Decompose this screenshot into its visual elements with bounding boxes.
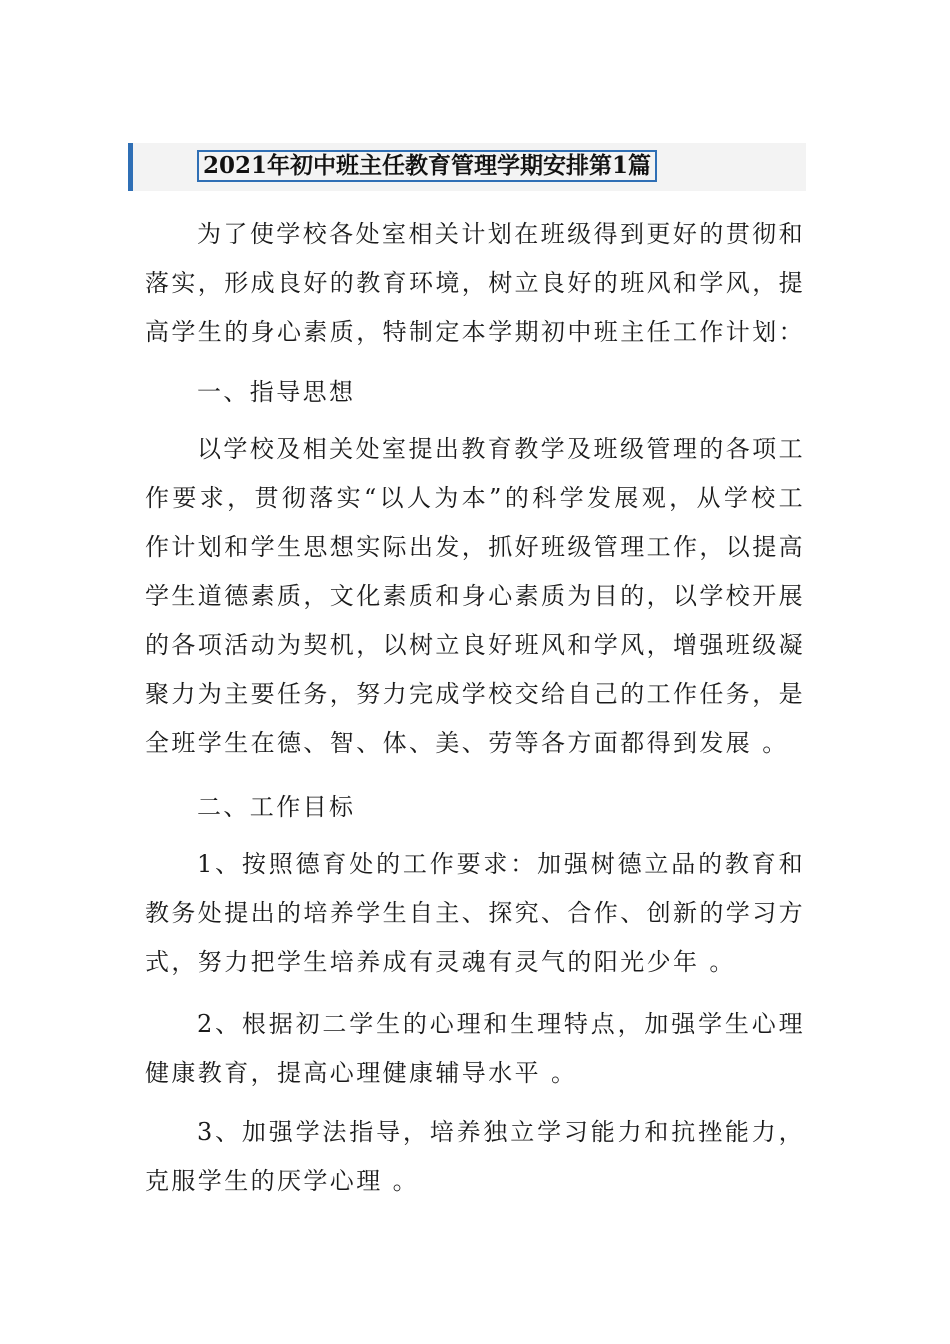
section-heading-guiding-ideology: 一、指导思想 bbox=[197, 378, 356, 406]
goal-item-3: 3、加强学法指导，培养独立学习能力和抗挫能力，克服学生的厌学心理 。 bbox=[145, 1118, 805, 1195]
goal-item-1: 1、按照德育处的工作要求：加强树德立品的教育和教务处提出的培养学生自主、探究、合作、创新的学习方式，努力把学生培养成有灵魂有灵气的阳光少年 。 bbox=[145, 850, 805, 976]
document-title: 2021年初中班主任教育管理学期安排第1篇 bbox=[197, 150, 657, 182]
title-accent-bar bbox=[128, 143, 133, 191]
goal-item-2: 2、根据初二学生的心理和生理特点，加强学生心理健康教育，提高心理健康辅导水平 。 bbox=[145, 1010, 805, 1087]
intro-paragraph: 为了使学校各处室相关计划在班级得到更好的贯彻和落实，形成良好的教育环境，树立良好的班风和学风，提高学生的身心素质，特制定本学期初中班主任工作计划： bbox=[145, 220, 805, 346]
guiding-ideology-paragraph: 以学校及相关处室提出教育教学及班级管理的各项工作要求，贯彻落实“以人为本”的科学发展观，从学校工作计划和学生思想实际出发，抓好班级管理工作，以提高学生道德素质，文化素质和身心素质为目的，以学校开展的各项活动为契机，以树立良好班风和学风，增强班级凝聚力为主要任务，努力完成学校交给自己的工作任务，是全班学生在德、智、体、美、劳等各方面都得到发展 。 bbox=[145, 435, 805, 757]
section-heading-work-goals: 二、工作目标 bbox=[197, 793, 356, 821]
title-bar bbox=[128, 143, 806, 191]
